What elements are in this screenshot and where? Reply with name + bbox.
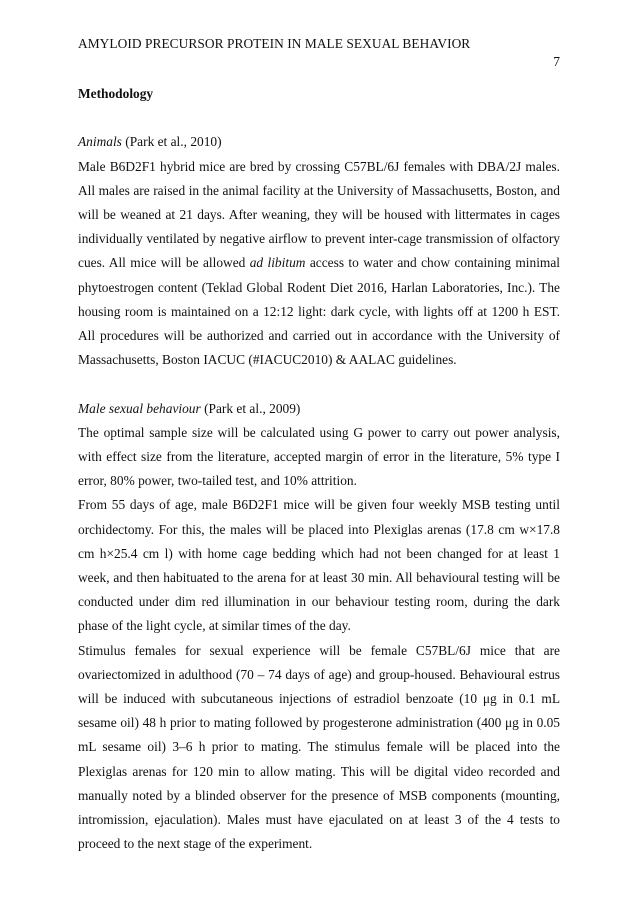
running-head: AMYLOID PRECURSOR PROTEIN IN MALE SEXUAL BEHAVIOR [78, 36, 471, 51]
paragraph-animals-italic: ad libitum [249, 255, 306, 271]
blank-line [78, 106, 560, 130]
subheading-animals-citation: (Park et al., 2010) [121, 134, 222, 150]
document-body [78, 82, 560, 856]
page-number: 7 [553, 54, 560, 69]
section-heading: Methodology [78, 86, 154, 101]
paragraph-animals-part1: Male B6D2F1 hybrid mice are bred by crossing C57BL/6J females with DBA/2J males. All males are raised in the animal facility at the University of Massachusetts, Boston, and will be weaned at 21 days. After weaning, they will be housed with littermates in cages individually ventilated by negative airflow to prevent inter-cage transmission of olfactory cues. All mice will be allowed [78, 158, 560, 271]
subheading-sexual-behaviour-title: Male sexual behaviour [78, 400, 201, 416]
subheading-sexual-behaviour [78, 397, 560, 421]
paragraph-sample-size: The optimal sample size will be calculated using G power to carry out power analysis, with effect size from the literature, accepted margin of error in the literature, 5% type I error, 80% power, two-tailed test, and 10% attrition. [78, 424, 560, 489]
blank-line [78, 372, 560, 396]
paragraph-animals [78, 155, 560, 373]
paragraph-msb-testing: From 55 days of age, male B6D2F1 mice will be given four weekly MSB testing until orchidectomy. For this, the males will be placed into Plexiglas arenas (17.8 cm w×17.8 cm h×25.4 cm l) with home cage bedding which had not been changed for at least 1 week, and then habituated to the arena for at least 30 min. All behavioural testing will be conducted under dim red illumination in our behaviour testing room, during the dark phase of the light cycle, at similar times of the day. [78, 497, 560, 634]
paragraph-stimulus-females: Stimulus females for sexual experience will be female C57BL/6J mice that are ovariectomized in adulthood (70 – 74 days of age) and group-housed. Behavioural estrus will be induced with subcutaneous injections of estradiol benzoate (10 μg in 0.1 mL sesame oil) 48 h prior to mating followed by progesterone administration (400 μg in 0.05 mL sesame oil) 3–6 h prior to mating. The stimulus female will be placed into the Plexiglas arenas for 120 min to allow mating. This will be digital video recorded and manually noted by a blinded observer for the presence of MSB components (mounting, intromission, ejaculation). Males must have ejaculated on at least 3 of the 4 tests to proceed to the next stage of the experiment. [78, 642, 560, 852]
paragraph-animals-part2: access to water and chow containing minimal phytoestrogen content (Teklad Global Rodent Diet 2016, Harlan Laboratories, Inc.). The housing room is maintained on a 12:12 light: dark cycle, with lights off at 1200 h EST. All procedures will be authorized and carried out in accordance with the University of Massachusetts, Boston IACUC (#IACUC2010) & AALAC guidelines. [78, 255, 561, 368]
subheading-sexual-behaviour-citation: (Park et al., 2009) [200, 400, 301, 416]
subheading-animals-title: Animals [78, 134, 122, 150]
subheading-animals [78, 130, 560, 154]
